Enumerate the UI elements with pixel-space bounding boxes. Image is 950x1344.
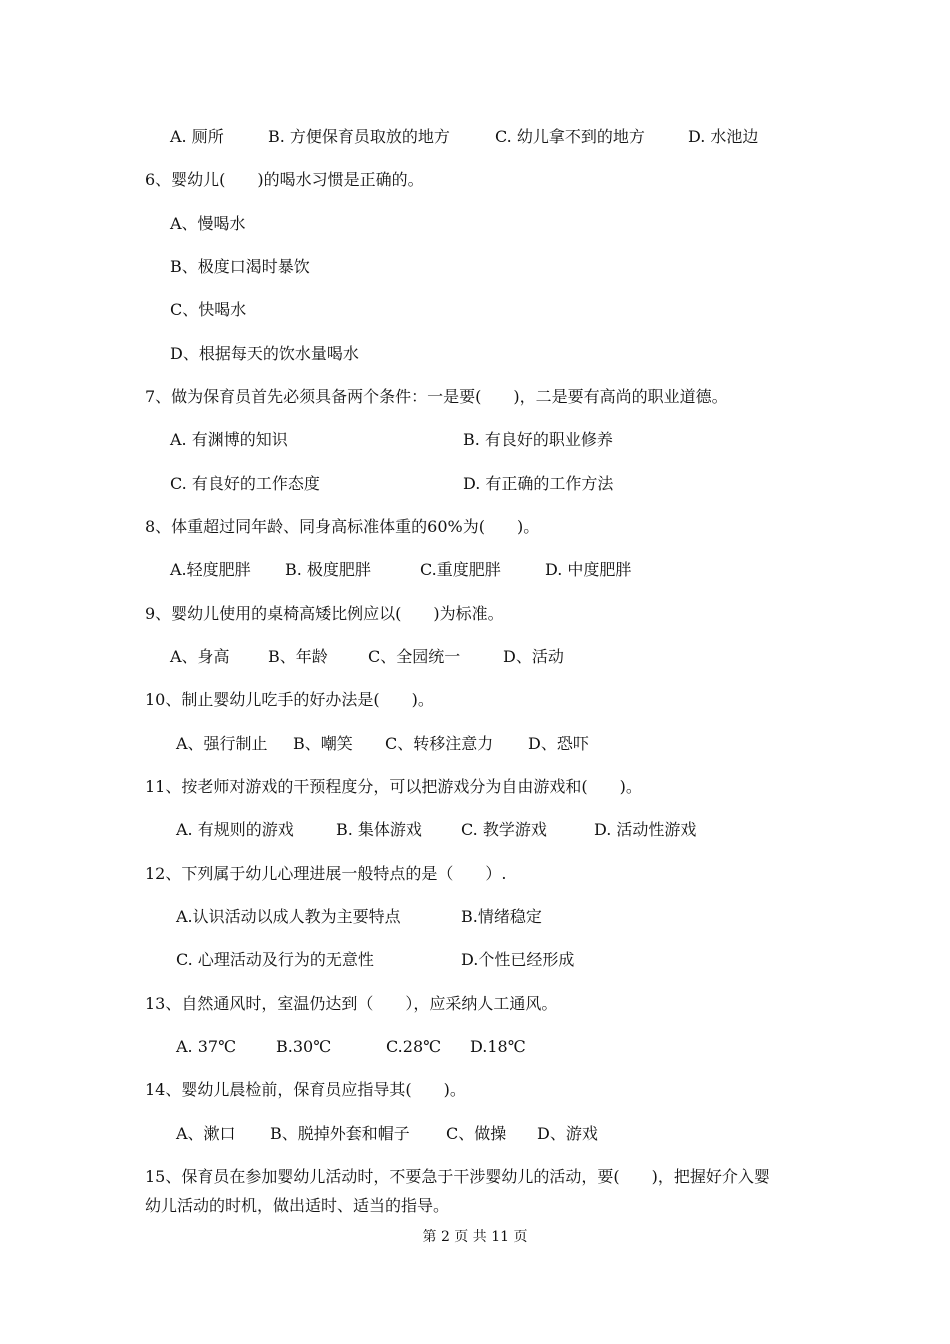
q6-stem: 6、婴幼儿( )的喝水习惯是正确的。 (145, 170, 424, 189)
q14-option-a: A、漱口 (176, 1124, 236, 1143)
q12-stem: 12、下列属于幼儿心理进展一般特点的是（ ）. (145, 864, 507, 883)
q14-stem: 14、婴幼儿晨检前，保育员应指导其( )。 (145, 1080, 466, 1099)
q6-option-d: D、根据每天的饮水量喝水 (170, 344, 359, 363)
page-footer: 第 2 页 共 11 页 (422, 1229, 528, 1245)
q9-option-d: D、活动 (503, 647, 564, 666)
q6-option-b: B、极度口渴时暴饮 (170, 257, 310, 276)
q14-option-b: B、脱掉外套和帽子 (270, 1124, 410, 1143)
q7-option-b: B. 有良好的职业修养 (463, 430, 613, 449)
q9-option-c: C、全园统一 (368, 647, 461, 666)
q10-option-c: C、转移注意力 (385, 734, 494, 753)
q6-option-a: A、慢喝水 (170, 214, 246, 233)
q7-option-c: C. 有良好的工作态度 (170, 474, 320, 493)
q11-option-a: A. 有规则的游戏 (176, 820, 294, 839)
q9-option-a: A、身高 (170, 647, 230, 666)
q11-option-c: C. 教学游戏 (461, 820, 547, 839)
q15-stem-line1: 15、保育员在参加婴幼儿活动时，不要急于干涉婴幼儿的活动，要( )，把握好介入婴 (145, 1167, 770, 1186)
q13-option-b: B.30℃ (276, 1037, 332, 1056)
q15-stem-line2: 幼儿活动的时机，做出适时、适当的指导。 (145, 1196, 450, 1215)
q8-option-b: B. 极度肥胖 (285, 560, 371, 579)
q7-stem: 7、做为保育员首先必须具备两个条件：一是要( )，二是要有高尚的职业道德。 (145, 387, 728, 406)
q10-stem: 10、制止婴幼儿吃手的好办法是( )。 (145, 690, 434, 709)
q12-option-b: B.情绪稳定 (461, 907, 542, 926)
q10-option-a: A、强行制止 (176, 734, 268, 753)
q11-option-b: B. 集体游戏 (336, 820, 422, 839)
q12-option-d: D.个性已经形成 (461, 950, 575, 969)
q10-option-b: B、嘲笑 (293, 734, 353, 753)
q6-option-c: C、快喝水 (170, 300, 247, 319)
q5-option-c: C. 幼儿拿不到的地方 (495, 127, 645, 146)
q5-option-b: B. 方便保育员取放的地方 (268, 127, 450, 146)
q11-stem: 11、按老师对游戏的干预程度分，可以把游戏分为自由游戏和( )。 (145, 777, 642, 796)
q13-option-a: A. 37℃ (176, 1037, 236, 1056)
q8-option-c: C.重度肥胖 (420, 560, 501, 579)
q5-option-d: D. 水池边 (688, 127, 759, 146)
q8-option-d: D. 中度肥胖 (545, 560, 632, 579)
q8-option-a: A.轻度肥胖 (170, 560, 251, 579)
q13-stem: 13、自然通风时，室温仍达到（ ），应采纳人工通风。 (145, 994, 558, 1013)
q11-option-d: D. 活动性游戏 (594, 820, 697, 839)
q12-option-c: C. 心理活动及行为的无意性 (176, 950, 374, 969)
q9-option-b: B、年龄 (268, 647, 328, 666)
q14-option-c: C、做操 (446, 1124, 507, 1143)
q12-option-a: A.认识活动以成人教为主要特点 (176, 907, 401, 926)
q14-option-d: D、游戏 (537, 1124, 598, 1143)
q13-option-d: D.18℃ (470, 1037, 526, 1056)
q10-option-d: D、恐吓 (528, 734, 589, 753)
q7-option-a: A. 有渊博的知识 (170, 430, 288, 449)
q9-stem: 9、婴幼儿使用的桌椅高矮比例应以( )为标准。 (145, 604, 504, 623)
q8-stem: 8、体重超过同年龄、同身高标准体重的60%为( )。 (145, 517, 540, 536)
q7-option-d: D. 有正确的工作方法 (463, 474, 614, 493)
q5-option-a: A. 厕所 (170, 127, 224, 146)
q13-option-c: C.28℃ (386, 1037, 442, 1056)
